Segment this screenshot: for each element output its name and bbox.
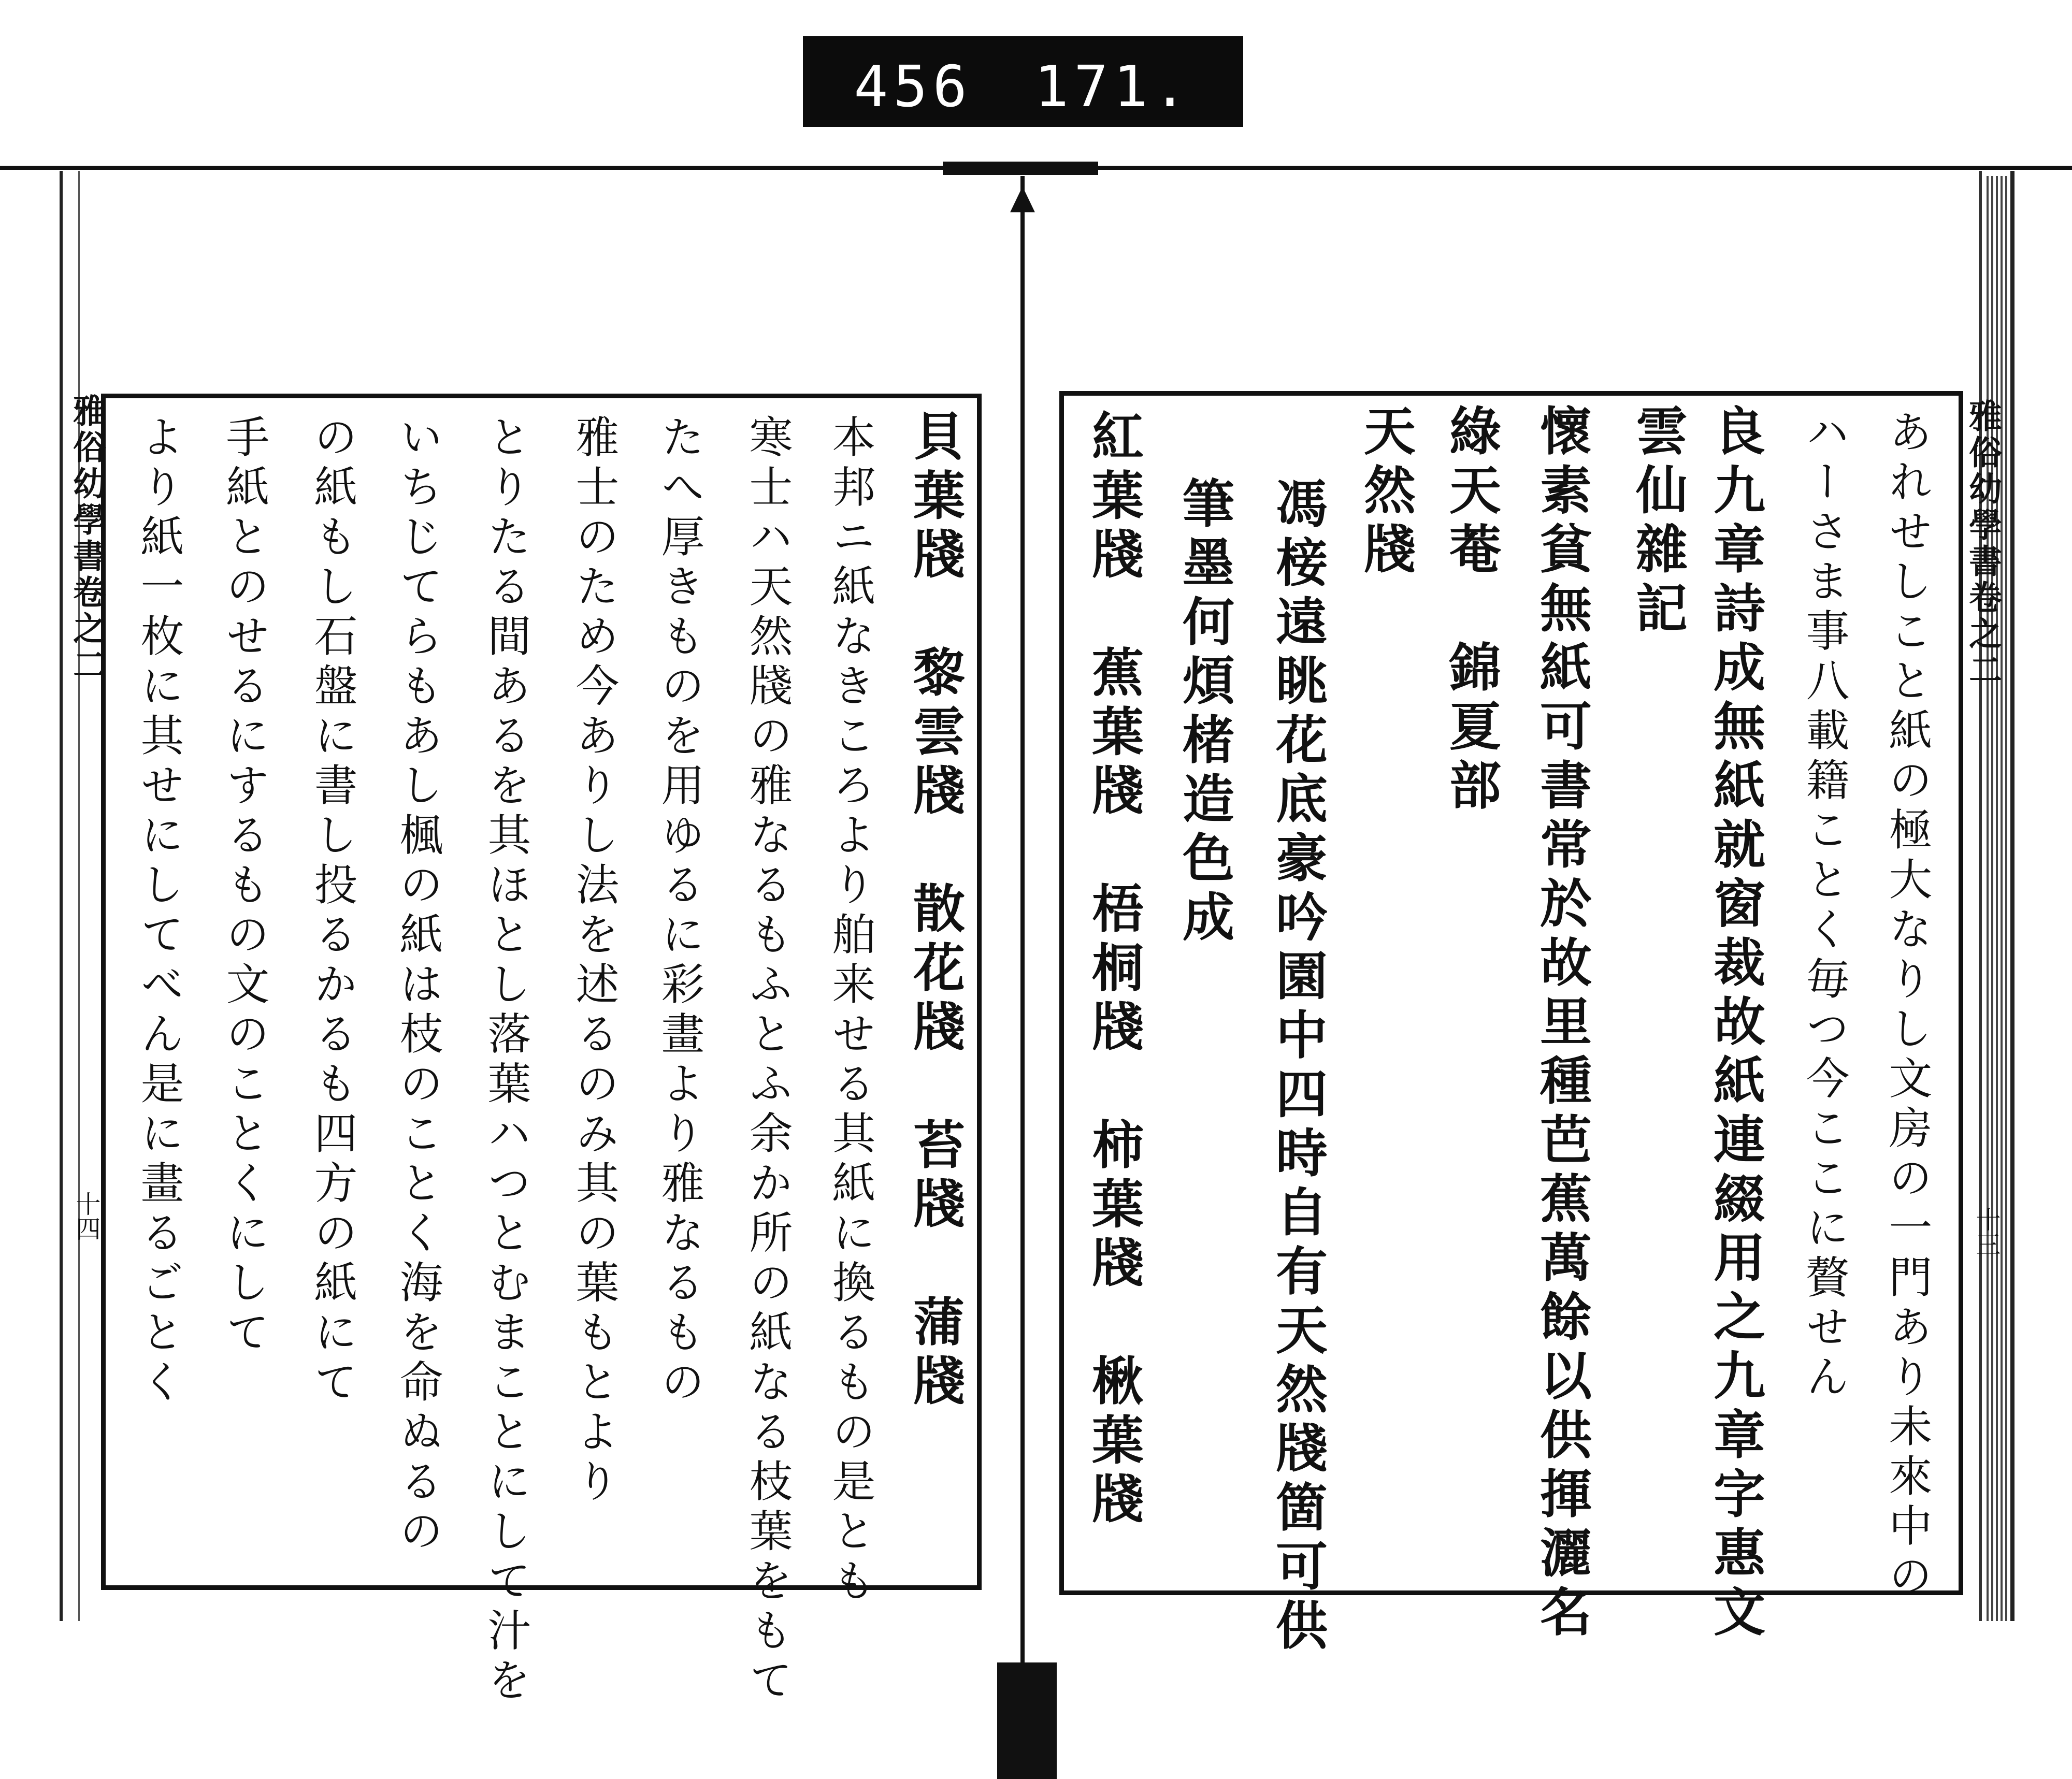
left-text-column: 貝葉牋 黎雲牋 散花牋 苔牋 蒲牋: [904, 409, 966, 1413]
left-text-column: 手紙とのせるにするもの文のことくにして: [219, 414, 270, 1359]
left-text-column: いちじてらもあし楓の紙は枝のことく海を命ぬるの: [393, 414, 443, 1558]
right-text-column: 筆墨何煩楮造色成: [1174, 476, 1235, 949]
right-page-edge-stack: [1987, 176, 2007, 1621]
gutter-bottom-block: [997, 1662, 1057, 1779]
right-text-column: 良九章詩成無紙就窗裁故紙連綴用之九章字惠文: [1705, 404, 1766, 1644]
right-text-column: 雲仙雜記: [1627, 404, 1688, 640]
right-text-column: 懷素貧無紙可書常於故里種芭蕉萬餘以供揮灑名: [1531, 404, 1592, 1644]
right-text-column: 綠天菴 錦夏部: [1441, 404, 1502, 817]
left-text-column: とりたる間あるを其ほとし落葉ハつとむまことにして汁を: [481, 414, 531, 1707]
catalog-label: 456 171.: [803, 36, 1243, 127]
right-text-column: ハーさま事八載籍ことく毎つ今ここに贅せん: [1799, 409, 1850, 1404]
center-gutter-line: [1020, 176, 1025, 1709]
gutter-arrow-icon: [1010, 186, 1035, 212]
left-text-column: より紙一枚に其せにしてべん是に畫るごとく: [134, 414, 184, 1409]
left-page-folio: 十四: [71, 1191, 100, 1241]
left-text-column: たへ厚きものを用ゆるに彩畫より雅なるもの: [654, 414, 705, 1409]
right-page-folio: 十三: [1972, 1207, 2001, 1256]
right-text-column: 天然牋: [1355, 404, 1416, 581]
left-text-column: 本邦ニ紙なきころより舶来せる其紙に換るもの是とも: [825, 414, 876, 1608]
left-text-column: の紙もし石盤に書し投るかるも四方の紙にて: [307, 414, 358, 1409]
right-text-column: あれせしこと紙の極大なりし文房の一門あり未來中の: [1882, 409, 1933, 1602]
right-text-column: 紅葉牋 蕉葉牋 梧桐牋 柿葉牋 楸葉牋: [1083, 409, 1144, 1531]
binding-top-block: [943, 162, 1098, 175]
left-text-column: 雅士のため今ありし法を述るのみ其の葉もとより: [569, 414, 620, 1508]
right-page-margin-title: 雅俗幼學書卷之二: [1963, 399, 2002, 689]
left-page-margin-title: 雅俗幼學書卷之二: [67, 394, 106, 684]
left-page-edge: [60, 171, 80, 1621]
right-text-column: 馮椄遠眺花底豪吟園中四時自有天然牋箇可供: [1267, 476, 1328, 1657]
left-text-column: 寒士ハ天然牋の雅なるもふとふ余か所の紙なる枝葉をもて: [742, 414, 793, 1707]
